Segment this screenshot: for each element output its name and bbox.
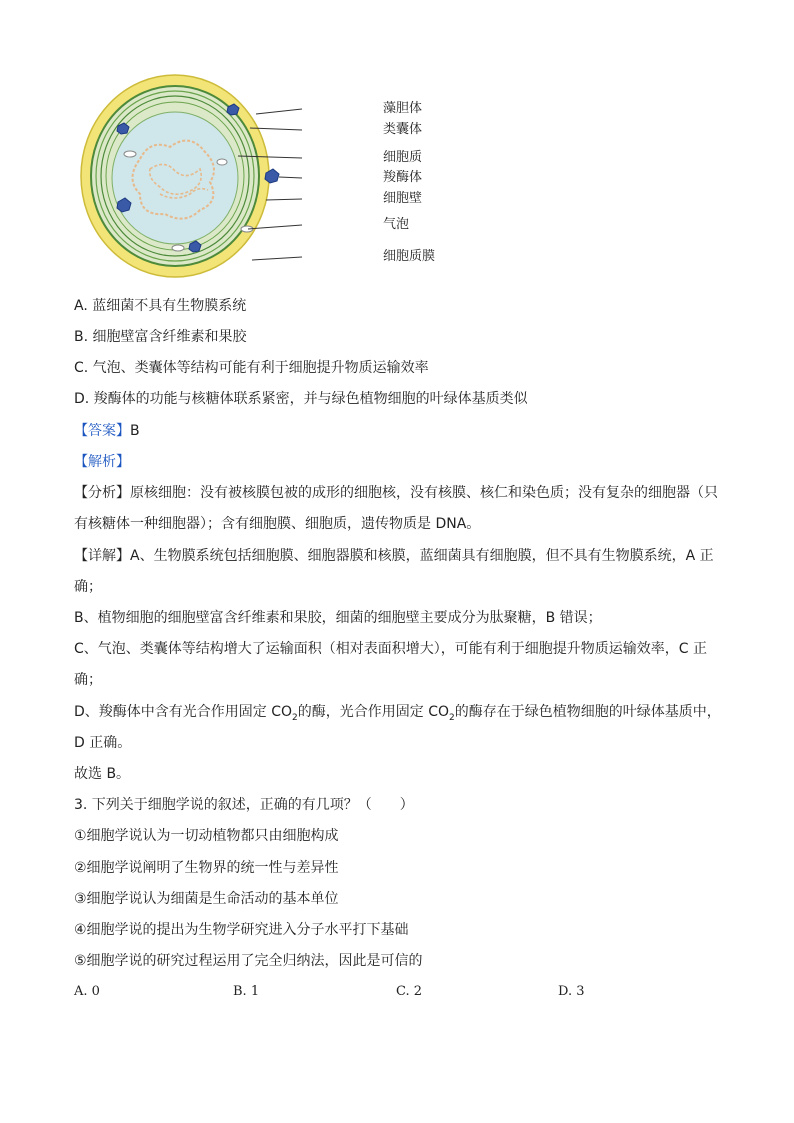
label-carboxysome: 羧酶体 bbox=[383, 170, 423, 185]
q3-statement-1: ①细胞学说认为一切动植物都只由细胞构成 bbox=[74, 828, 339, 844]
label-thylakoid: 类囊体 bbox=[383, 122, 423, 137]
q2-option-d: D. 羧酶体的功能与核糖体联系紧密，并与绿色植物细胞的叶绿体基质类似 bbox=[74, 391, 528, 407]
gas-vesicle bbox=[124, 151, 136, 157]
explain-c-2: 确； bbox=[74, 672, 102, 688]
label-plasma-membrane: 细胞质膜 bbox=[383, 249, 436, 264]
xiangjie-line-1: 【详解】A、生物膜系统包括细胞膜、细胞器膜和核膜，蓝细菌具有细胞膜，但不具有生物膜系统，A 正 bbox=[74, 548, 714, 564]
q3-statement-4: ④细胞学说的提出为生物学研究进入分子水平打下基础 bbox=[74, 922, 409, 938]
q2-option-c: C. 气泡、类囊体等结构可能有利于细胞提升物质运输效率 bbox=[74, 360, 429, 376]
q3-statement-2: ②细胞学说阐明了生物界的统一性与差异性 bbox=[74, 860, 339, 876]
answer-line bbox=[74, 421, 140, 441]
label-gas-vesicle: 气泡 bbox=[383, 217, 410, 232]
answer-value: B bbox=[130, 423, 140, 439]
label-cell-wall: 细胞壁 bbox=[383, 191, 423, 206]
label-cytoplasm: 细胞质 bbox=[383, 150, 423, 165]
q3-option-d: D. 3 bbox=[558, 984, 585, 999]
xiangjie-line-2: 确； bbox=[74, 579, 102, 595]
q2-option-b: B. 细胞壁富含纤维素和果胶 bbox=[74, 329, 247, 345]
cyanobacteria-diagram bbox=[80, 74, 436, 284]
q3-stem: 3. 下列关于细胞学说的叙述，正确的有几项？（ ） bbox=[74, 797, 414, 813]
cell-illustration bbox=[80, 74, 370, 284]
explain-b: B、植物细胞的细胞壁富含纤维素和果胶，细菌的细胞壁主要成分为肽聚糖，B 错误； bbox=[74, 610, 602, 626]
q2-option-a: A. 蓝细菌不具有生物膜系统 bbox=[74, 298, 247, 314]
explain-d-1: D、羧酶体中含有光合作用固定 $CO_2$的酶，光合作用固定 $CO_2$的酶存在于绿色植物细胞的叶绿体基质中， bbox=[74, 704, 721, 723]
q3-statement-3: ③细胞学说认为细菌是生命活动的基本单位 bbox=[74, 891, 339, 907]
analysis-label: 【解析】 bbox=[74, 454, 130, 470]
fenxi-line-1: 【分析】原核细胞：没有被核膜包被的成形的细胞核，没有核膜、核仁和染色质；没有复杂的细胞器（只 bbox=[74, 485, 718, 501]
fenxi-line-2: 有核糖体一种细胞器）；含有细胞膜、细胞质，遗传物质是 DNA。 bbox=[74, 516, 481, 532]
explain-d-2: D 正确。 bbox=[74, 735, 132, 751]
q3-statement-5: ⑤细胞学说的研究过程运用了完全归纳法，因此是可信的 bbox=[74, 953, 423, 969]
q3-option-c: C. 2 bbox=[396, 984, 423, 999]
q3-option-a: A. 0 bbox=[74, 984, 100, 999]
answer-label: 【答案】 bbox=[74, 423, 130, 439]
cytoplasm bbox=[112, 112, 238, 244]
conclusion: 故选 B。 bbox=[74, 766, 131, 782]
label-phycobilisome: 藻胆体 bbox=[383, 101, 423, 116]
q3-option-b: B. 1 bbox=[233, 984, 260, 999]
explain-c-1: C、气泡、类囊体等结构增大了运输面积（相对表面积增大），可能有利于细胞提升物质运输效率，C 正 bbox=[74, 641, 707, 657]
